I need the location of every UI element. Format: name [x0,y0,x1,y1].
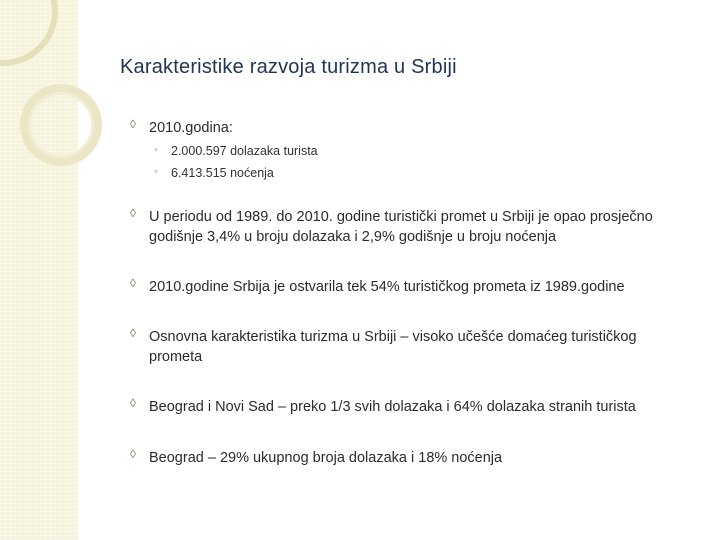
decorative-ring [0,0,58,66]
bullet-item [130,327,690,367]
bullet-text: Osnovna karakteristika turizma u Srbiji – visoko učešće domaćeg turističkog prometa [149,329,637,365]
sub-bullet-icon: ◦ [154,166,158,178]
decorative-ring [28,92,94,158]
bullet-item [130,277,690,297]
bullet-icon: ◊ [130,326,136,340]
sub-bullet-item [154,165,674,181]
bullet-icon: ◊ [130,206,136,220]
bullet-item [130,118,690,138]
bullet-text: Beograd i Novi Sad – preko 1/3 svih dolazaka i 64% dolazaka stranih turista [149,399,636,415]
bullet-icon: ◊ [130,396,136,410]
bullet-item [130,448,690,468]
bullet-icon: ◊ [130,276,136,290]
sub-bullet-text: 6.413.515 noćenja [171,166,274,180]
bullet-text: 2010.godine Srbija je ostvarila tek 54% turističkog prometa iz 1989.godine [149,279,625,295]
bullet-icon: ◊ [130,117,136,131]
sub-bullet-item [154,143,674,159]
sub-bullet-text: 2.000.597 dolazaka turista [171,144,318,158]
bullet-text: Beograd – 29% ukupnog broja dolazaka i 18% noćenja [149,450,503,466]
slide-title: Karakteristike razvoja turizma u Srbiji [120,56,457,78]
bullet-text: U periodu od 1989. do 2010. godine turistički promet u Srbiji je opao prosječno godišnje 3,4% u broju dolazaka i 2,9% godišnje u broju noćenja [149,209,653,245]
bullet-text: 2010.godina: [149,120,233,136]
sub-bullet-icon: ◦ [154,144,158,156]
decorative-sidebar [0,0,78,540]
bullet-item [130,207,690,247]
bullet-item [130,397,690,417]
bullet-icon: ◊ [130,447,136,461]
